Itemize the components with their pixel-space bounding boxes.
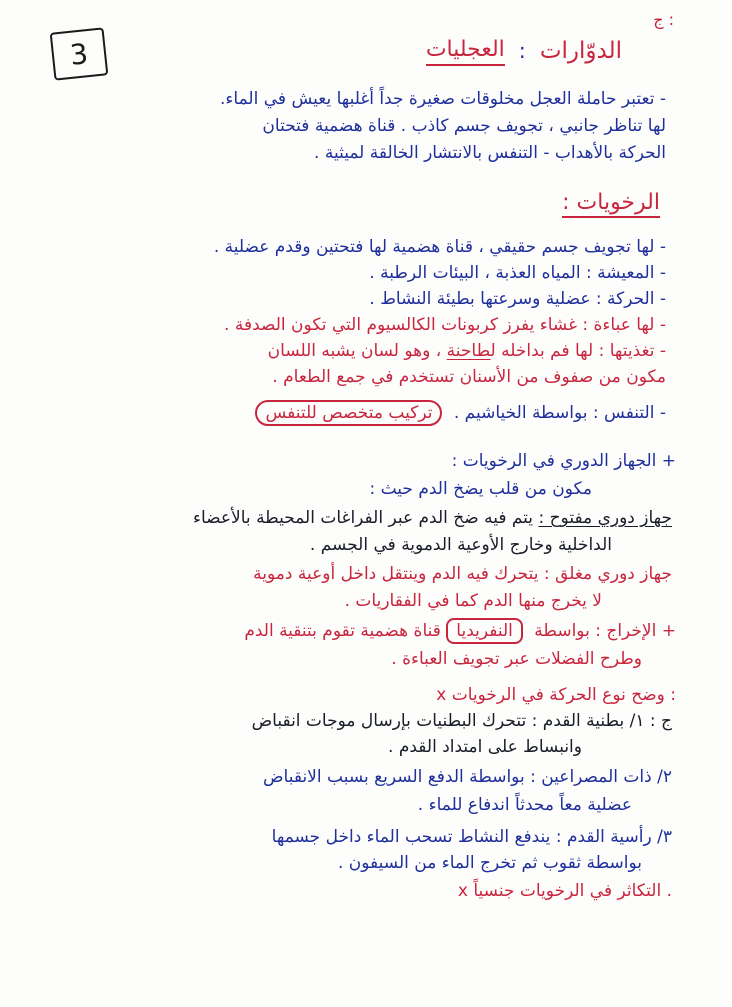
title-colon: : — [518, 39, 526, 63]
closed-system-label: جهاز دوري مغلق : — [543, 564, 672, 584]
movement-line-5: ٣/ رأسية القدم : يندفع النشاط تسحب الماء داخل جسمها — [271, 827, 672, 847]
excretion-text: قناة هضمية تقوم بتنقية الدم — [244, 621, 441, 641]
circulatory-line-3: الداخلية وخارج الأوعية الدموية في الجسم . — [309, 535, 612, 555]
mollusks-line-5 — [268, 340, 666, 362]
mollusks-line-3: - الحركة : عضلية وسرعتها بطيئة النشاط . — [369, 289, 666, 309]
movement-line-4: عضلية معاً محدثاً اندفاع للماء . — [417, 795, 632, 815]
page-title — [426, 32, 622, 70]
respiration-box: تركيب متخصص للتنفس — [255, 400, 442, 426]
rotifers-line-2: لها تناظر جانبي ، تجويف جسم كاذب . قناة هضمية فتحتان — [262, 116, 666, 136]
excretion-line-2: وطرح الفضلات عبر تجويف العباءة . — [391, 649, 642, 669]
open-system-text: يتم فيه ضخ الدم عبر الفراغات المحيطة بالأعضاء — [193, 508, 534, 528]
excretion-line-1 — [244, 618, 676, 644]
corner-mark: ج : — [653, 10, 674, 29]
mollusks-line-2: - المعيشة : المياه العذبة ، البيئات الرطبة . — [369, 263, 666, 283]
reproduction-line: x التكاثر في الرخويات جنسياً . — [457, 881, 672, 901]
mollusks-heading: الرخويات : — [562, 190, 660, 218]
grinder-term: طاحنة — [446, 341, 491, 361]
circulatory-line-5: لا يخرج منها الدم كما في الفقاريات . — [344, 591, 602, 611]
circulatory-closed — [253, 563, 672, 585]
title-rotifers: الدوّارات — [539, 38, 622, 64]
movement-line-3: ٢/ ذات المصراعين : بواسطة الدفع السريع بسبب الانقباض — [262, 767, 672, 787]
movement-line-1: ج : ١/ بطنية القدم : تتحرك البطنيات بإرسال موجات انقباض — [251, 711, 672, 731]
rotifers-line-3: الحركة بالأهداب - التنفس بالانتشار الخالقة لميثية . — [314, 143, 666, 163]
respiration-text: - التنفس : بواسطة الخياشيم . — [453, 403, 666, 423]
mollusks-line-4: - لها عباءة : غشاء يفرز كربونات الكالسيوم التي تكون الصدفة . — [224, 315, 666, 335]
movement-line-2: وانبساط على امتداد القدم . — [388, 737, 582, 757]
movement-line-6: بواسطة ثقوب ثم تخرج الماء من السيفون . — [337, 853, 642, 873]
mollusks-line-7 — [255, 400, 666, 426]
rotifers-line-1: - تعتبر حاملة العجل مخلوقات صغيرة جداً أغلبها يعيش في الماء. — [220, 89, 666, 109]
excretion-heading: + الإخراج : بواسطة — [534, 621, 676, 641]
nephridia-box: النفريديا — [446, 618, 523, 644]
movement-heading: x وضح نوع الحركة في الرخويات : — [436, 685, 676, 705]
title-wheel-animals: العجليات — [426, 37, 505, 66]
closed-system-text: يتحرك فيه الدم وينتقل داخل أوعية دموية — [253, 564, 539, 584]
page-number-box: 3 — [50, 27, 109, 80]
mollusks-line-6: مكون من صفوف من الأسنان تستخدم في جمع الطعام . — [272, 367, 666, 387]
mollusks-line-5-text: - تغذيتها : لها فم بداخله لطاحنة ، وهو لسان يشبه اللسان — [267, 341, 666, 361]
circulatory-heading: + الجهاز الدوري في الرخويات : — [451, 451, 676, 471]
circulatory-open — [193, 507, 672, 529]
mollusks-line-1: - لها تجويف جسم حقيقي ، قناة هضمية لها فتحتين وقدم عضلية . — [213, 237, 666, 257]
open-system-label: جهاز دوري مفتوح : — [538, 508, 672, 528]
circulatory-line-1: مكون من قلب يضخ الدم حيث : — [369, 479, 592, 499]
